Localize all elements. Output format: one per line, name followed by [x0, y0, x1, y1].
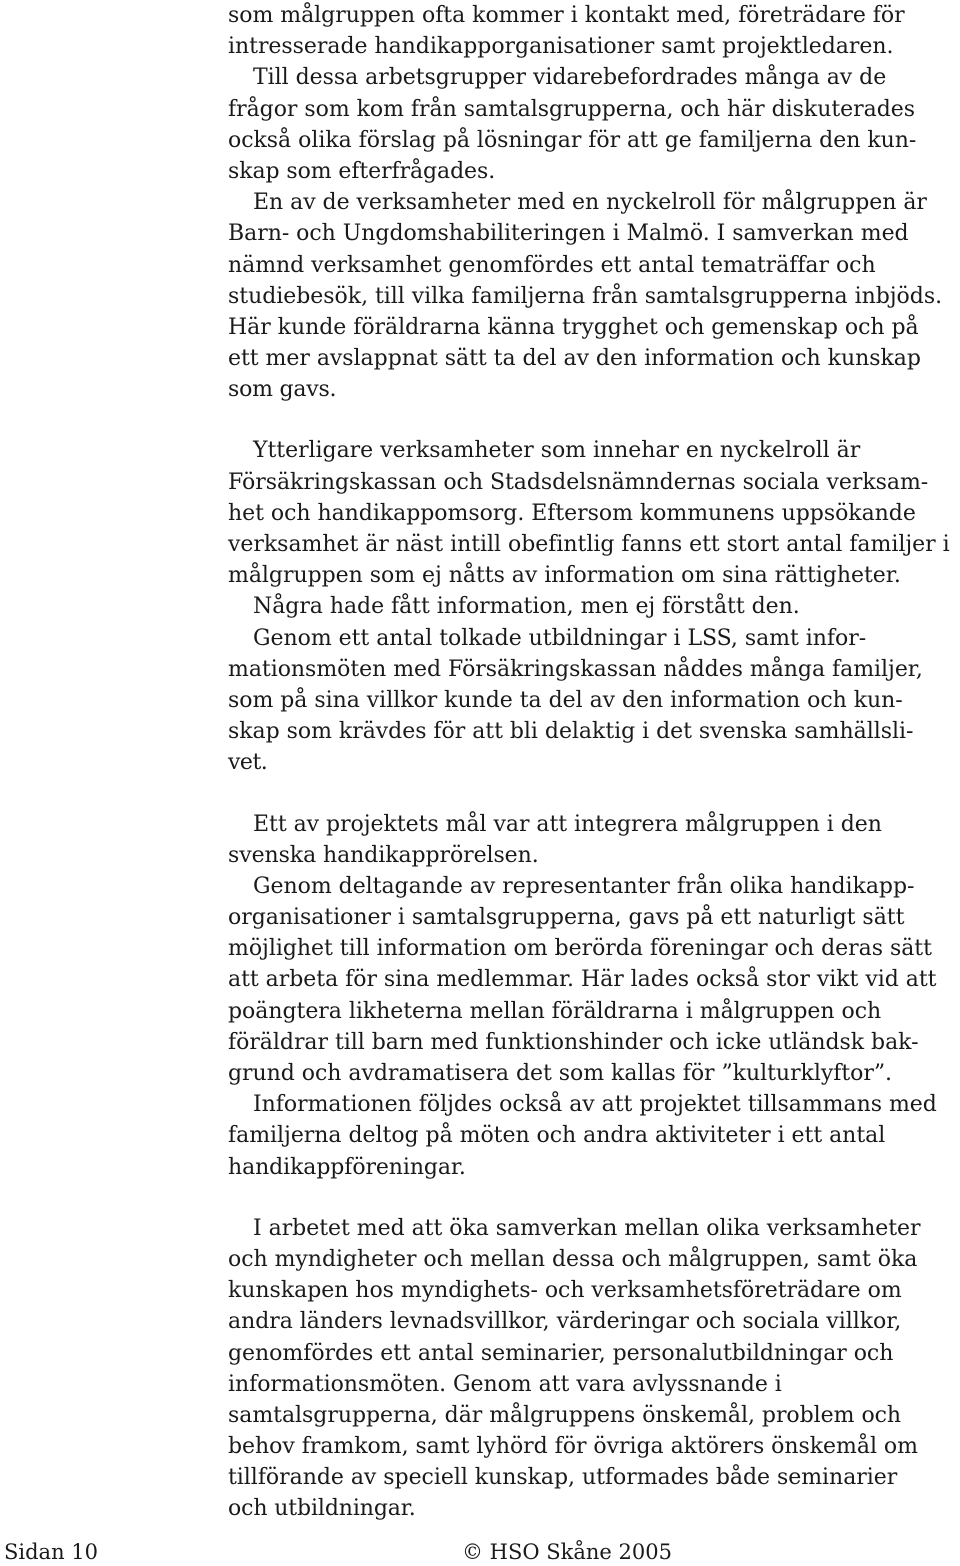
text-line: organisationer i samtalsgrupperna, gavs på ett naturligt sätt — [228, 905, 905, 931]
text-line: informationsmöten. Genom att vara avlyssnande i — [228, 1371, 782, 1397]
paragraph-2 — [228, 435, 958, 778]
text-line: som gavs. — [228, 377, 337, 403]
text-line: kunskapen hos myndighets- och verksamhetsföreträdare om — [228, 1278, 902, 1304]
text-line: I arbetet med att öka samverkan mellan olika verksamheter — [253, 1215, 921, 1241]
text-line: nämnd verksamhet genomfördes ett antal tematräffar och — [228, 252, 876, 278]
paragraph-3 — [228, 809, 958, 1183]
text-line: grund och avdramatisera det som kallas för ”kulturklyftor”. — [228, 1061, 893, 1086]
text-line: tillförande av speciell kunskap, utformades både seminarier — [228, 1465, 898, 1491]
text-line: genomfördes ett antal seminarier, personalutbildningar och — [228, 1340, 894, 1366]
text-line: intresserade handikapporganisationer samt projektledaren. — [228, 34, 894, 60]
text-line: poängtera likheterna mellan föräldrarna i målgruppen och — [228, 998, 882, 1024]
paragraph-4 — [228, 1213, 958, 1525]
text-line: Några hade fått information, men ej förstått den. — [253, 594, 800, 620]
text-line: samtalsgrupperna, där målgruppens önskemål, problem och — [228, 1402, 902, 1428]
text-line: skap som krävdes för att bli delaktig i det svenska samhällsli- — [228, 719, 914, 745]
text-line: Till dessa arbetsgrupper vidarebefordrades många av de — [253, 65, 887, 91]
text-line: behov framkom, samt lyhörd för övriga aktörers önskemål om — [228, 1434, 918, 1460]
text-line: Barn- och Ungdomshabiliteringen i Malmö. I samverkan med — [228, 221, 909, 247]
text-line: familjerna deltog på möten och andra aktiviteter i ett antal — [228, 1123, 886, 1149]
text-line: frågor som kom från samtalsgrupperna, och här diskuterades — [228, 96, 916, 122]
text-line: vet. — [228, 750, 268, 776]
footer-copyright: © HSO Skåne 2005 — [462, 1540, 672, 1564]
text-line: En av de verksamheter med en nyckelroll för målgruppen är — [253, 190, 927, 216]
text-line: målgruppen som ej nåtts av information om sina rättigheter. — [228, 563, 901, 589]
text-line: svenska handikapprörelsen. — [228, 842, 539, 868]
text-line: som på sina villkor kunde ta del av den information och kun- — [228, 687, 903, 713]
paragraph-gap — [228, 405, 958, 435]
text-line: Försäkringskassan och Stadsdelsnämndernas sociala verksam- — [228, 469, 929, 495]
text-line: Ytterligare verksamheter som innehar en nyckelroll är — [253, 438, 861, 464]
text-line: mationsmöten med Försäkringskassan nåddes många familjer, — [228, 656, 923, 682]
text-line: Genom deltagande av representanter från olika handikapp- — [253, 873, 915, 899]
paragraph-1 — [228, 0, 958, 405]
text-line: möjlighet till information om berörda föreningar och deras sätt — [228, 936, 932, 962]
text-line: handikappföreningar. — [228, 1154, 466, 1180]
text-line: het och handikappomsorg. Eftersom kommunens uppsökande — [228, 500, 916, 526]
page-number: Sidan 10 — [4, 1540, 98, 1564]
text-line: och utbildningar. — [228, 1496, 416, 1522]
paragraph-gap — [228, 1183, 958, 1213]
text-line: att arbeta för sina medlemmar. Här lades också stor vikt vid att — [228, 967, 937, 993]
text-line: Genom ett antal tolkade utbildningar i LSS, samt infor- — [253, 625, 867, 651]
text-line: studiebesök, till vilka familjerna från samtalsgrupperna inbjöds. — [228, 283, 943, 309]
paragraph-gap — [228, 779, 958, 809]
text-line: som målgruppen ofta kommer i kontakt med, företrädare för — [228, 3, 905, 28]
text-line: andra länders levnadsvillkor, värderingar och sociala villkor, — [228, 1309, 902, 1335]
text-line: också olika förslag på lösningar för att ge familjerna den kun- — [228, 127, 917, 153]
text-line: och myndigheter och mellan dessa och målgruppen, samt öka — [228, 1246, 918, 1272]
text-line: ett mer avslappnat sätt ta del av den information och kunskap — [228, 346, 921, 372]
text-line: föräldrar till barn med funktionshinder och icke utländsk bak- — [228, 1029, 919, 1055]
text-line: Ett av projektets mål var att integrera målgruppen i den — [253, 811, 882, 837]
document-body — [228, 0, 958, 1525]
text-line: skap som efterfrågades. — [228, 158, 496, 184]
text-line: verksamhet är näst intill obefintlig fanns ett stort antal familjer i — [228, 532, 950, 557]
text-line: Här kunde föräldrarna känna trygghet och gemenskap och på — [228, 314, 919, 340]
text-line: Informationen följdes också av att projektet tillsammans med — [253, 1092, 937, 1118]
